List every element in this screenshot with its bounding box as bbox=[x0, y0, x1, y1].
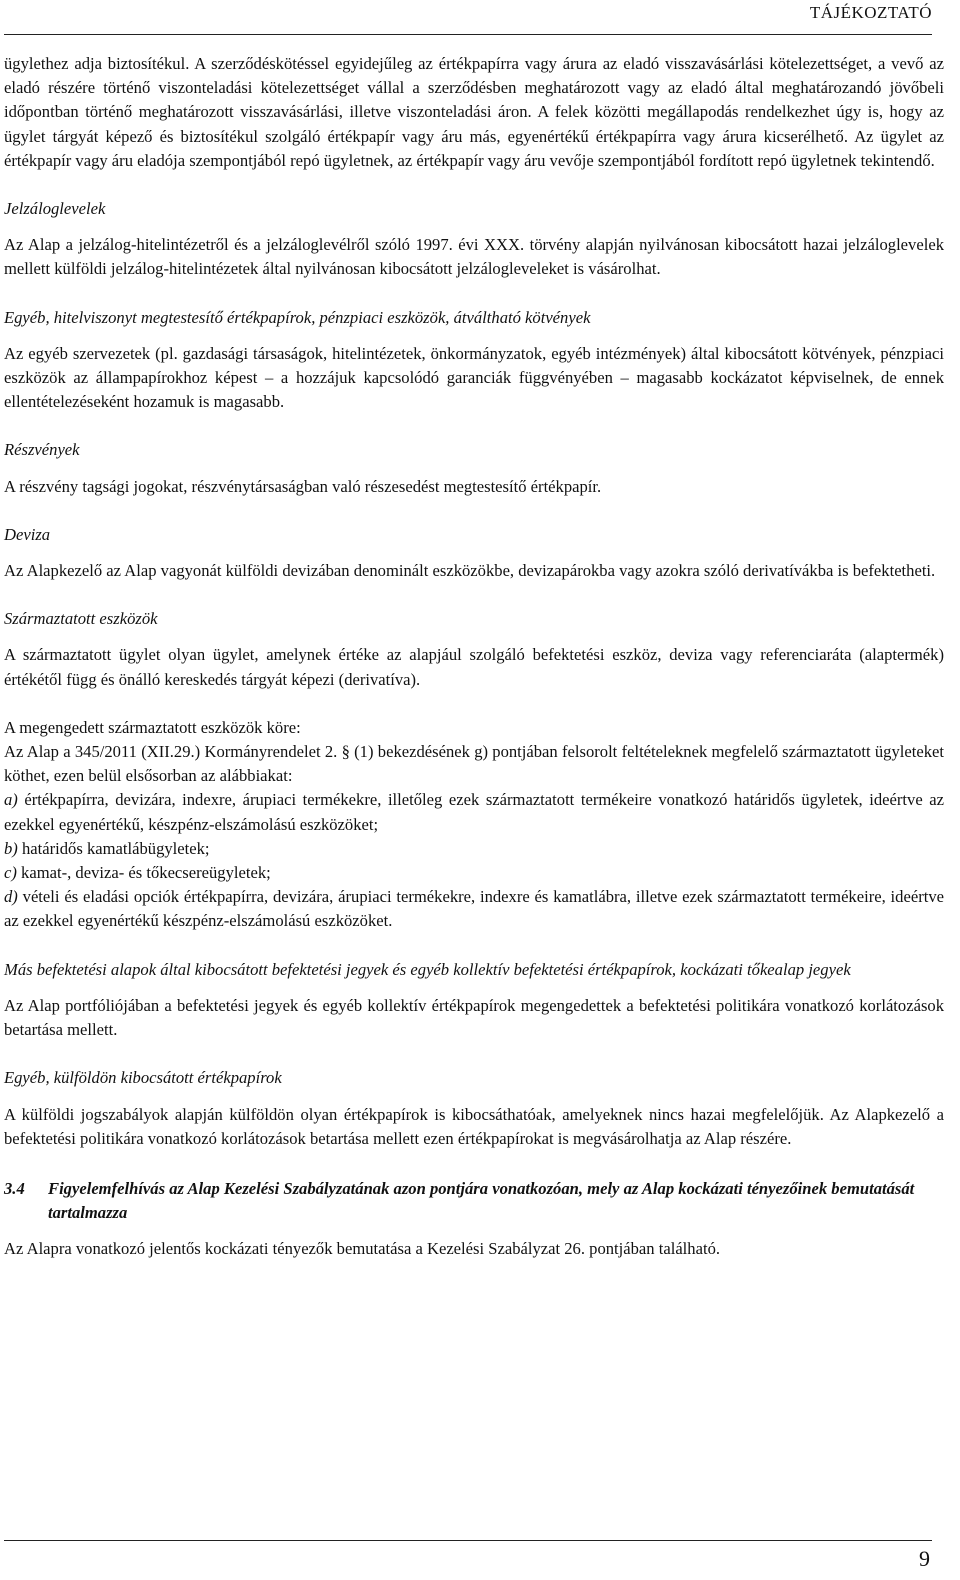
header-divider bbox=[4, 34, 932, 35]
paragraph-reszvenyek: A részvény tagsági jogokat, részvénytársaságban való részesedést megtestesítő értékpapír. bbox=[4, 476, 602, 496]
paragraph-jelzaloglevelek: Az Alap a jelzálog-hitelintézetről és a jelzáloglevélről szóló 1997. évi XXX. törvény alapján nyilvánosan kibocsátott hazai jelzáloglevelek mellett külföldi jelzálog-hitelintézetek által nyilvánosan kibocsátott jelzálogleveleket is vásárolhat. bbox=[4, 235, 944, 279]
list-item-c bbox=[4, 861, 944, 885]
heading-mas-befektetesi-alapok: Más befektetési alapok által kibocsátott befektetési jegyek és egyéb kollektív befektetési értékpapírok, kockázati tőkealap jegyek bbox=[4, 959, 851, 979]
list-item-b bbox=[4, 837, 944, 861]
paragraph-repo: ügylethez adja biztosítékul. A szerződéskötéssel egyidejűleg az értékpapírra vagy árura az eladó visszavásárlási kötelezettséget, a vevő az eladó részére történő viszonteladási kötelezettséget vállal a szerződésben meghatározott vagy az eladó által meghatározandó jövőbeli időpontban történő meghatározott visszavásárlási, illetve viszonteladási áron. A felek közötti megállapodás rendelkezhet úgy is, hogy az ügylet tárgyát képező és biztosítékul szolgáló értékpapír vagy áru más, egyenértékű értékpapírra vagy árura kicserélhető. Az ügylet az értékpapír vagy áru eladója szempontjából repó ügyletnek, az értékpapír vagy áru vevője szempontjából fordított repó ügyletnek tekintendő. bbox=[4, 54, 944, 170]
page-number: 9 bbox=[919, 1546, 930, 1571]
paragraph-egyeb-hitelviszony: Az egyéb szervezetek (pl. gazdasági társaságok, hitelintézetek, önkormányzatok, egyéb intézmények) által kibocsátott kötvények, pénzpiaci eszközök az állampapírokhoz képest – a hozzájuk kapcsolódó garanciák függvényében – magasabb kockázatot képviselnek, de ennek ellentételezéseként hozamuk is magasabb. bbox=[4, 343, 944, 412]
paragraph-kulfoldon-kibocsatott: A külföldi jogszabályok alapján külföldön olyan értékpapírok is kibocsáthatóak, amelyeknek nincs hazai megfelelőjük. Az Alapkezelő a befektetési politikára vonatkozó korlátozások betartása mellett ezen értékpapírokat is megvásárolhatja az Alap részére. bbox=[4, 1104, 944, 1148]
list-item-letter: b) bbox=[4, 838, 18, 858]
list-item-text: értékpapírra, devizára, indexre, árupiaci termékekre, illetőleg ezek származtatott termékeire vonatkozó határidős ügyletek, ideértve az ezekkel egyenértékű, készpénz-elszámolású eszközöket; bbox=[4, 790, 944, 834]
list-item-a bbox=[4, 788, 944, 836]
heading-szarmaztatott: Származtatott eszközök bbox=[4, 609, 158, 629]
paragraph-megengedett-body: Az Alap a 345/2011 (XII.29.) Kormányrendelet 2. § (1) bekezdésének g) pontjában felsorolt feltételeknek megfelelő származtatott ügyleteket köthet, ezen belül elsősorban az alábbiakat: bbox=[4, 742, 944, 786]
heading-egyeb-hitelviszony: Egyéb, hitelviszonyt megtestesítő értékpapírok, pénzpiaci eszközök, átváltható kötvények bbox=[4, 307, 591, 327]
heading-deviza: Deviza bbox=[4, 524, 51, 544]
heading-jelzaloglevelek: Jelzáloglevelek bbox=[4, 199, 106, 219]
footer-divider bbox=[4, 1540, 932, 1541]
document-body bbox=[4, 52, 944, 1262]
paragraph-megengedett-title: A megengedett származtatott eszközök köre: bbox=[4, 717, 301, 737]
heading-reszvenyek: Részvények bbox=[4, 440, 80, 460]
list-item-text: vételi és eladási opciók értékpapírra, devizára, árupiaci termékekre, indexre és kamatlábra, illetve ezek származtatott termékeire, ideértve az ezekkel egyenértékű készpénz-elszámolású eszközöket. bbox=[4, 887, 944, 931]
section-title: Figyelemfelhívás az Alap Kezelési Szabályzatának azon pontjára vonatkozóan, mely az Alap kockázati tényezőinek bemutatását tartalmazza bbox=[48, 1178, 915, 1223]
paragraph-kockazati-tenyezok: Az Alapra vonatkozó jelentős kockázati tényezők bemutatása a Kezelési Szabályzat 26. pontjában található. bbox=[4, 1239, 721, 1259]
list-item-letter: d) bbox=[4, 887, 18, 907]
section-heading-3-4 bbox=[4, 1177, 944, 1225]
paragraph-deviza: Az Alapkezelő az Alap vagyonát külföldi devizában denominált eszközökbe, devizapárokba vagy azokra szóló derivatívákba is befektetheti. bbox=[4, 561, 936, 581]
paragraph-szarmaztatott: A származtatott ügylet olyan ügylet, amelynek értéke az alapjául szolgáló befektetési eszköz, deviza vagy referenciaráta (alaptermék) értékétől függ és önálló kereskedés tárgyát képezi (derivatíva). bbox=[4, 645, 944, 689]
list-item-text: kamat-, deviza- és tőkecsereügyletek; bbox=[16, 863, 271, 883]
list-item-text: határidős kamatlábügyletek; bbox=[17, 838, 210, 858]
list-item-letter: c) bbox=[4, 863, 17, 883]
list-item-letter: a) bbox=[4, 790, 18, 810]
list-item-d bbox=[4, 885, 944, 933]
heading-kulfoldon-kibocsatott: Egyéb, külföldön kibocsátott értékpapírok bbox=[4, 1068, 282, 1088]
running-header: TÁJÉKOZTATÓ bbox=[809, 3, 932, 22]
paragraph-mas-befektetesi-alapok: Az Alap portfóliójában a befektetési jegyek és egyéb kollektív értékpapírok megengedettek a befektetési politikára vonatkozó korlátozások betartása mellett. bbox=[4, 995, 944, 1040]
section-number: 3.4 bbox=[4, 1178, 25, 1198]
